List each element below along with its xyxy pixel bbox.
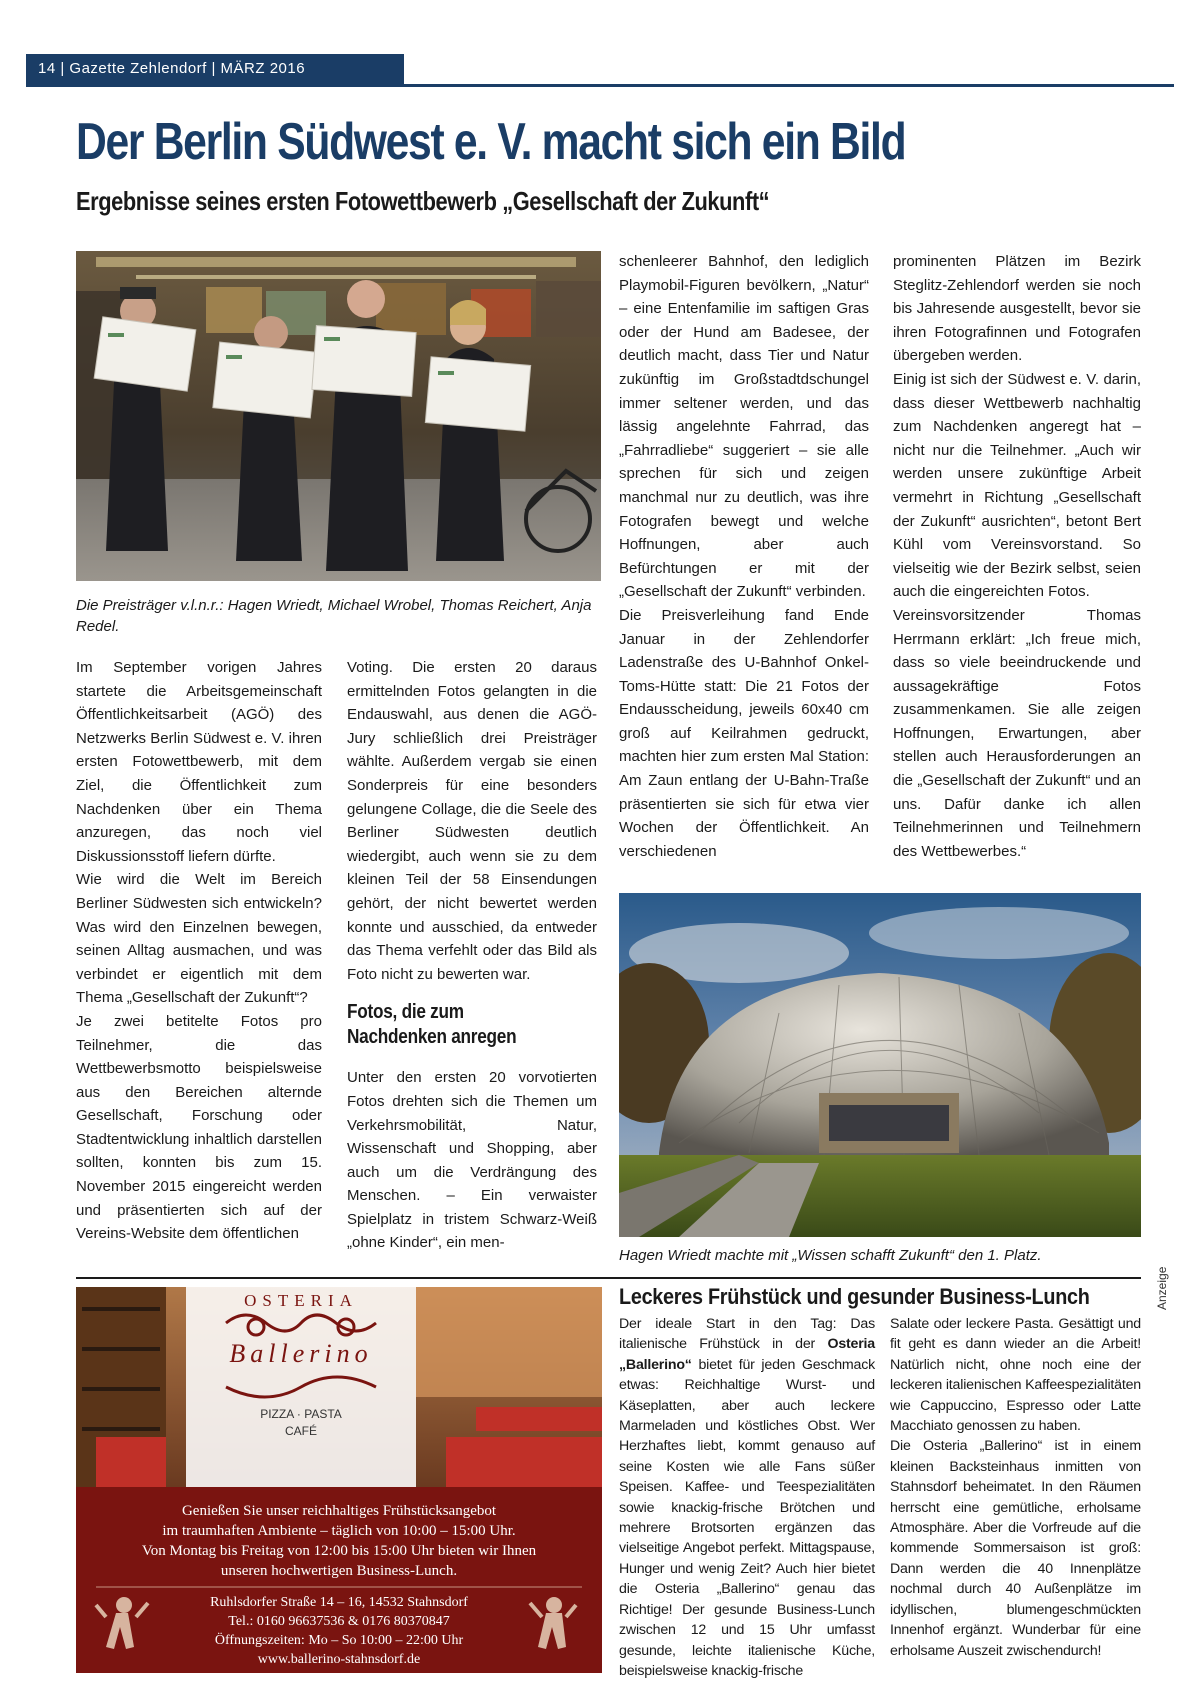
ad-text: Der ideale Start in den Tag: Das italienische Frühstück in der: [619, 1316, 875, 1353]
ad-promo-line: Von Montag bis Freitag von 12:00 bis 15:00 Uhr bieten wir Ihnen: [141, 1543, 537, 1559]
photo-caption-winner: Hagen Wriedt machte mit „Wissen schafft Zukunft“ den 1. Platz.: [619, 1247, 1042, 1264]
subheadline: Ergebnisse seines ersten Fotowettbewerb „Gesellschaft der Zukunft“: [76, 186, 770, 216]
article-paragraph: Einig ist sich der Südwest e. V. darin, dass dieser Wettbewerb nachhaltig zum Nachdenken angeregt hat – nicht nur die Teilnehmer. „Auch wir werden unsere zukünftige Arbeit vermehrt in Richtung „Gesellschaft der Zukunft“ ausrichten“, betont Bert Kühl vom Vereinsvorstand. So vielseitig wie der Bezirk selbst, seien auch die eingereichten Fotos.: [893, 370, 1141, 601]
article-subheading-line2: Nachdenken anregen: [347, 1026, 517, 1049]
ad-logo-ballerino: Ballerino: [229, 1339, 373, 1368]
ad-opening-hours: Öffnungszeiten: Mo – So 10:00 – 22:00 Uhr: [214, 1633, 464, 1648]
ad-address: Ruhlsdorfer Straße 14 – 16, 14532 Stahnsdorf: [210, 1595, 468, 1610]
header-rule: [26, 84, 1174, 87]
ad-text: bietet für jeden Geschmack etwas: Reichhaltige Wurst- und Käseplatten, aber auch leckere Marmeladen und köstliches Obst. Wer Herzhaftes liebt, kommt genauso auf seine Kosten wie alle Fans süßer Speisen. Kaffee- und Teespezialitäten sowie knackig-frische Brötchen und mehrere Brotsorten ergänzen das vielseitige Angebot perfekt. Mittagspause, Hunger und wenig Zeit? Auch hier bietet die Osteria „Ballerino“ genau das Richtige! Der gesunde Business-Lunch zwischen 12 und 15 Uhr umfasst gesunde, leichte italienische Küche, beispielsweise knackig-frische: [619, 1356, 875, 1679]
prize-winners-photo: [76, 251, 601, 581]
article-column-2: [347, 656, 597, 1255]
page-header: 14 | Gazette Zehlendorf | MÄRZ 2016: [26, 54, 404, 84]
article-column-4: [893, 250, 1141, 863]
article-paragraph: Wie wird die Welt im Bereich Berliner Südwesten sich entwickeln? Was wird den Einzelnen bewegen, seinen Alltag ausmachen, und was verbindet er eigentlich mit dem Thema „Gesellschaft der Zukunft“?: [76, 871, 322, 1007]
article-paragraph: prominenten Plätzen im Bezirk Steglitz-Zehlendorf werden sie noch bis Jahresende ausgestellt, bevor sie ihren Fotografinnen und Fotografen übergeben werden.: [893, 253, 1141, 365]
article-column-1: [76, 656, 322, 1246]
ad-column-2: [890, 1314, 1141, 1661]
article-subheading-line1: Fotos, die zum: [347, 1001, 464, 1024]
article-paragraph: Je zwei betitelte Fotos pro Teilnehmer, die das Wettbewerbsmotto beispielsweise aus den Bereichen alternde Gesellschaft, Forschung oder Stadtentwicklung inhaltlich darstellen sollten, konnten bis zum 15. November 2015 eingereicht werden und präsentierten sich auf der Vereins-Website dem öffentlichen: [76, 1012, 322, 1243]
article-paragraph: Vereinsvorsitzender Thomas Herrmann erklärt: „Ich freue mich, dass so viele beeindruckende und aussagekräftige Fotos zusammenkamen. Sie alle zeigen Hoffnungen, Erwartungen, aber stellen auch Herausforderungen an die „Gesellschaft der Zukunft“ und an uns. Dafür danke ich allen Teilnehmerinnen und Teilnehmern des Wettbewerbes.“: [893, 606, 1141, 860]
ad-promo-line: im traumhaften Ambiente – täglich von 10:00 – 15:00 Uhr.: [162, 1523, 516, 1539]
ad-headline: Leckeres Frühstück und gesunder Business-Lunch: [619, 1284, 1090, 1309]
ad-text: Die Osteria „Ballerino“ ist in einem kleinen Backsteinhaus inmitten von Stahnsdorf beheimatet. In den Räumen herrscht eine gemütliche, erholsame Atmosphäre. Aber die Vorfreude auf die kommende Sommersaison ist groß: Dann werden die 40 Innenplätze nochmal durch 40 Außenplätze im idyllischen, blumengeschmückten Innenhof ergänzt. Wunderbar für eine erholsame Auszeit zwischendurch!: [890, 1438, 1141, 1659]
article-paragraph: Voting. Die ersten 20 daraus ermittelnden Fotos gelangten in die Endauswahl, aus denen die AGÖ-Jury schließlich drei Preisträger wählte. Außerdem vergab sie einen Sonderpreis für eine besonders gelungene Collage, die die Seele des Berliner Südwesten deutlich wiedergibt, auch wenn sie zu dem kleinen Teil der 58 Einsendungen gehört, der nicht bewertet werden konnte und ausschied, da entweder das Thema verfehlt oder das Bild als Foto nicht zu bewerten war.: [347, 659, 597, 983]
ad-promo-line: Genießen Sie unser reichhaltiges Frühstücksangebot: [181, 1503, 497, 1519]
headline: Der Berlin Südwest e. V. macht sich ein Bild: [76, 113, 906, 171]
ad-divider: [76, 1277, 1141, 1279]
ad-column-1: [619, 1314, 875, 1681]
ad-contact-text: [136, 1593, 542, 1669]
ad-promo-line: unseren hochwertigen Business-Lunch.: [220, 1563, 458, 1579]
ad-text: Salate oder leckere Pasta. Gesättigt und fit geht es dann wieder an die Arbeit! Natürlich nicht, ohne noch eine der leckeren italienischen Kaffeespezialitäten wie Cappuccino, Espresso oder Latte Macchiato genossen zu haben.: [890, 1316, 1141, 1435]
article-paragraph: schenleerer Bahnhof, den lediglich Playmobil-Figuren bevölkern, „Natur“ – eine Entenfamilie im saftigen Gras oder der Hund am Badesee, der deutlich macht, dass Tier und Natur zukünftig im Großstadtdschungel immer seltener werden, und das lässig angelehnte Fahrrad, das „Fahrradliebe“ suggeriert – sie alle sprechen für sich und zeigen manchmal nur zu deutlich, was ihre Fotografen bewegt und welche Hoffnungen, aber auch Befürchtungen er mit der „Gesellschaft der Zukunft“ verbinden.: [619, 253, 869, 601]
photo-caption-winners: Die Preisträger v.l.n.r.: Hagen Wriedt, Michael Wrobel, Thomas Reichert, Anja Redel.: [76, 597, 592, 635]
article-paragraph: Unter den ersten 20 vorvotierten Fotos drehten sich die Themen um Verkehrsmobilität, Natur, Wissenschaft und Shopping, aber auch um die Verdrängung des Menschen. – Ein verwaister Spielplatz in tristem Schwarz-Weiß „ohne Kinder“, ein men-: [347, 1069, 597, 1252]
article-paragraph: Die Preisverleihung fand Ende Januar in der Zehlendorfer Ladenstraße des U-Bahnhof Onkel-Toms-Hütte statt: Die 21 Fotos der Endausscheidung, jeweils 60x40 cm groß auf Keilrahmen gedruckt, machten hier zum ersten Mal Station: Am Zaun entlang der U-Bahn-Traße präsentierten sie sich für etwa vier Wochen der Öffentlichkeit. An verschiedenen: [619, 606, 869, 860]
ad-logo-pizza-pasta: PIZZA · PASTA: [260, 1407, 342, 1421]
ad-logo-cafe: CAFÉ: [284, 1424, 317, 1438]
ad-restaurant-name: Osteria „Ballerino“: [619, 1336, 875, 1373]
ad-website: www.ballerino-stahnsdorf.de: [257, 1652, 421, 1667]
ad-promo-text: [76, 1501, 602, 1581]
ad-label: Anzeige: [1155, 1266, 1169, 1310]
article-column-3: [619, 250, 869, 863]
ad-phone: Tel.: 0160 96637536 & 0176 80370847: [228, 1614, 450, 1629]
article-paragraph: Im September vorigen Jahres startete die Arbeitsgemeinschaft Öffentlichkeitsarbeit (AGÖ) des Netzwerks Berlin Südwest e. V. ihren ersten Fotowettbewerb, mit dem Ziel, die Öffentlichkeit zum Nachdenken über ein Thema anzuregen, das noch viel Diskussionsstoff liefern dürfte.: [76, 659, 322, 865]
winning-photo-dome: [619, 893, 1141, 1237]
restaurant-ad-image: [76, 1287, 602, 1673]
ad-logo-osteria: OSTERIA: [244, 1291, 358, 1310]
